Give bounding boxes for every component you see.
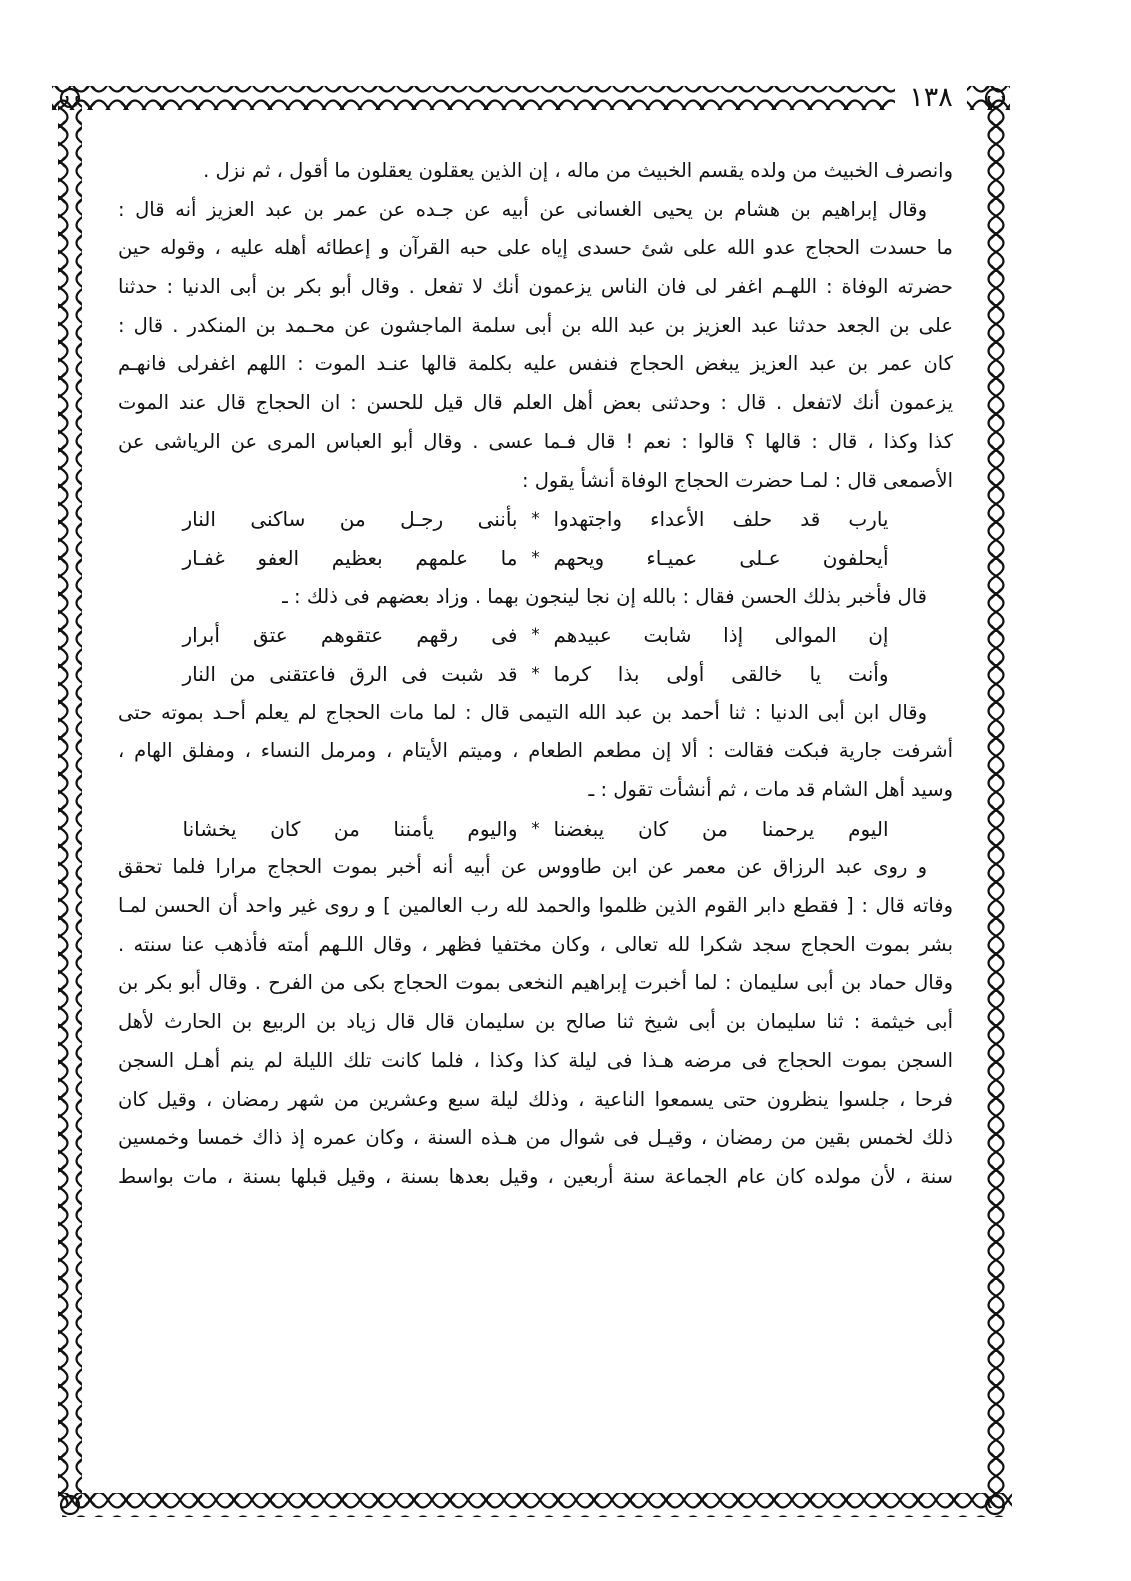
border-left bbox=[58, 96, 82, 1508]
verse-line bbox=[118, 500, 953, 539]
text-line: وقال ابن أبى الدنيا : ثنا أحمد بن عبد الله التيمى قال : لما مات الحجاج لم يعلم أحـد بموته حتى bbox=[118, 700, 927, 724]
text-line: وقال حماد بن أبى سليمان : لما أخبرت إبراهيم النخعى بموت الحجاج بكى من الفرح . وقال أبو بكر بن bbox=[118, 971, 953, 995]
text-line: ما حسدت الحجاج عدو الله على شئ حسدى إياه على حبه القرآن و إعطائه أهله عليه ، وقوله حين bbox=[118, 236, 953, 260]
text-line: أشرفت جارية فبكت فقالت : ألا إن مطعم الطعام ، وميتم الأيتام ، ومرمل النساء ، ومفلق الهام ، bbox=[118, 739, 953, 763]
text-line: و روى عبد الرزاق عن معمر عن ابن طاووس عن أبيه أنه أخبر بموت الحجاج مرارا فلما تحقق bbox=[118, 855, 927, 879]
text-line: أبى خيثمة : ثنا سليمان بن أبى شيخ ثنا صالح بن سليمان قال قال زياد بن الربيع بن الحارث لأهل bbox=[118, 1010, 953, 1034]
verse-line bbox=[118, 539, 953, 578]
text-line: يزعمون أنك لاتفعل . قال : وحدثنى بعض أهل العلم قال قيل للحسن : ان الحجاج قال عند الموت bbox=[118, 391, 953, 415]
verse-line bbox=[118, 655, 953, 694]
verse-second-hemistich: واليوم يأمننا من كان يخشانا bbox=[182, 816, 518, 841]
verse-first-hemistich: اليوم يرحمنا من كان يبغضنا bbox=[553, 816, 889, 841]
text-line: قال فأخبر بذلك الحسن فقال : بالله إن نجا لينجون بهما . وزاد بعضهم فى ذلك : ـ bbox=[282, 584, 927, 608]
verse-separator: * bbox=[531, 818, 540, 839]
text-line: وفاته قال : [ فقطع دابر القوم الذين ظلموا والحمد لله رب العالمين ] و روى غير واحد أن الحسن لمـا bbox=[118, 894, 953, 918]
page-number: ١٣٨ bbox=[895, 80, 967, 116]
verse-second-hemistich: قد شبت فى الرق فاعتقنى من النار bbox=[182, 661, 518, 686]
border-top bbox=[52, 86, 1010, 110]
border-bottom bbox=[62, 1493, 1012, 1517]
verse-second-hemistich: بأننى رجـل من ساكنى النار bbox=[182, 507, 518, 532]
verse-first-hemistich: إن الموالى إذا شابت عبيدهم bbox=[553, 623, 889, 648]
verse-first-hemistich: أيحلفون عـلى عميـاء ويحهم bbox=[553, 545, 889, 570]
verse-second-hemistich: فى رقهم عتقوهم عتق أبرار bbox=[182, 623, 518, 648]
text-line: وقال إبراهيم بن هشام بن يحيى الغسانى عن أبيه عن جـده عن عمر بن عبد العزيز أنه قال : bbox=[118, 197, 927, 221]
verse-line bbox=[118, 616, 953, 655]
text-line: بشر بموت الحجاج سجد شكرا لله تعالى ، وكان مختفيا فظهر ، وقال اللـهم أمته فأذهب عنا سنته . bbox=[118, 932, 953, 956]
text-line: سنة ، لأن مولده كان عام الجماعة سنة أربعين ، وقيل بعدها بسنة ، وقيل قبلها بسنة ، مات بواسط bbox=[118, 1164, 953, 1188]
verse-line bbox=[118, 810, 953, 849]
text-line: كذا وكذا ، قال : قالها ؟ قالوا : نعم ! قال فـما عسى . وقال أبو العباس المرى عن الرياشى عن bbox=[118, 429, 953, 453]
text-line: فرحا ، جلسوا ينظرون حتى يسمعوا الناعية ، وذلك ليلة سبع وعشرين من شهر رمضان ، وقيل كان bbox=[118, 1087, 953, 1111]
text-line: وسيد أهل الشام قد مات ، ثم أنشأت تقول : ـ bbox=[588, 778, 953, 801]
text-line: الأصمعى قال : لمـا حضرت الحجاج الوفاة أنشأ يقول : bbox=[521, 468, 953, 492]
verse-first-hemistich: يارب قد حلف الأعداء واجتهدوا bbox=[553, 507, 889, 532]
text-line: السجن بموت الحجاج فى مرضه هـذا فى ليلة كذا وكذا ، فلما كانت تلك الليلة لم ينم أهـل السجن bbox=[118, 1048, 953, 1072]
verse-separator: * bbox=[531, 509, 540, 530]
text-line: كان عمر بن عبد العزيز يبغض الحجاج فنفس عليه بكلمة قالها عنـد الموت : اللهم اغفرلى فانهـم bbox=[118, 352, 953, 376]
verse-second-hemistich: ما علمهم بعظيم العفو غفـار bbox=[182, 545, 518, 570]
verse-separator: * bbox=[531, 547, 540, 568]
text-line: ذلك لخمس بقين من رمضان ، وقيـل فى شوال من هـذه السنة ، وكان عمره إذ ذاك خمسا وخمسين bbox=[118, 1126, 953, 1150]
verse-separator: * bbox=[531, 625, 540, 646]
text-line: حضرته الوفاة : اللهـم اغفر لى فان الناس يزعمون أنك لا تفعل . وقال أبو بكر بن أبى الدنيا : حدثنا bbox=[118, 275, 953, 299]
border-right bbox=[983, 96, 1007, 1508]
text-line: وانصرف الخبيث من ولده يقسم الخبيث من ماله ، إن الذين يعقلون يعقلون ما أقول ، ثم نزل . bbox=[203, 159, 953, 182]
text-line: على بن الجعد حدثنا عبد العزيز بن عبد الله بن أبى سلمة الماجشون عن محـمد بن المنكدر . قال : bbox=[118, 313, 953, 337]
verse-separator: * bbox=[531, 663, 540, 684]
verse-first-hemistich: وأنت يا خالقى أولى بذا كرما bbox=[553, 661, 889, 686]
main-text bbox=[118, 152, 953, 1482]
